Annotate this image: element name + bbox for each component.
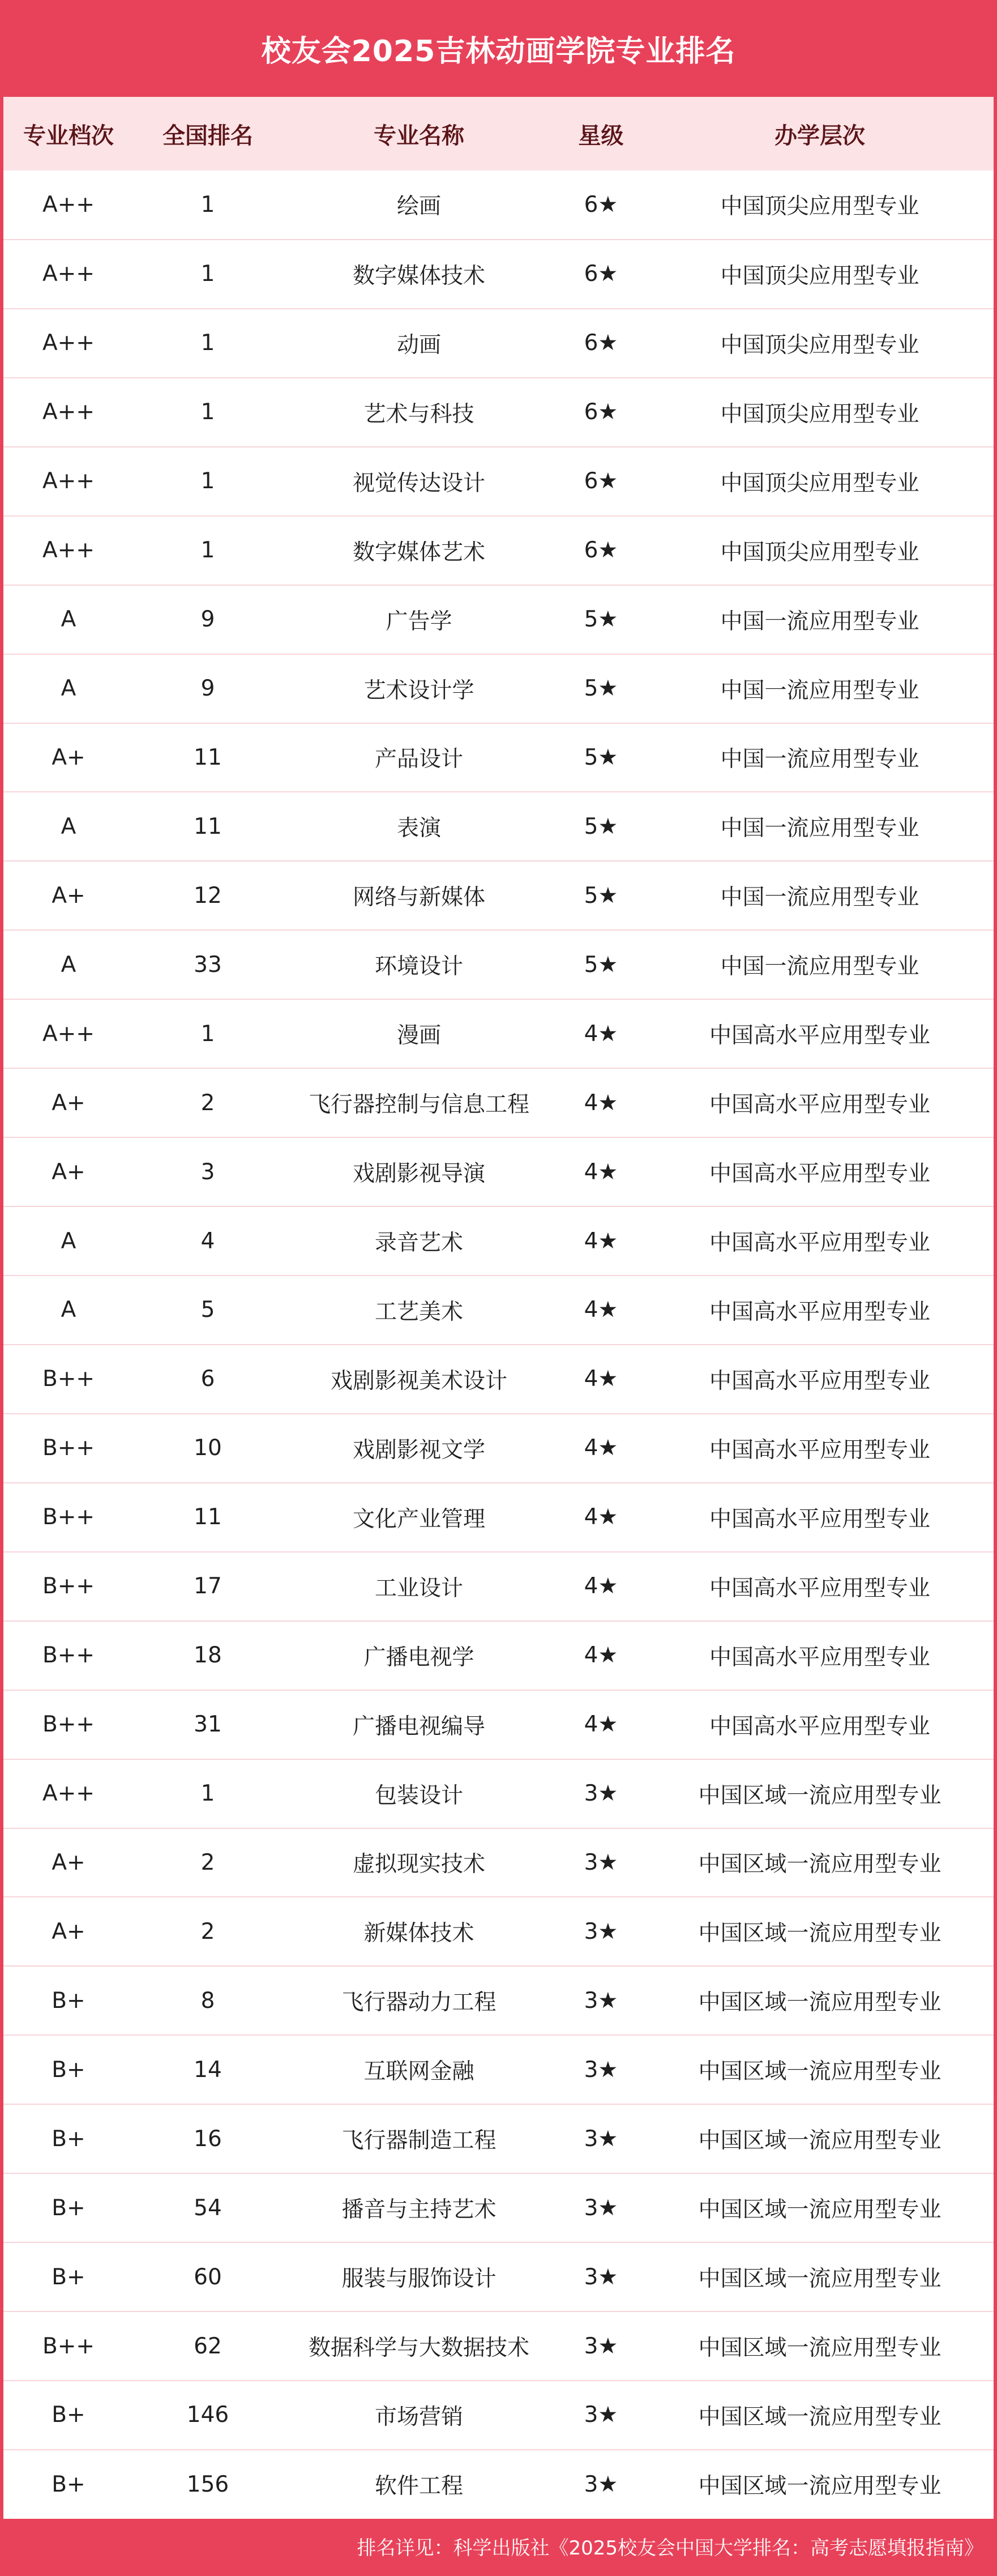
title-bar: [0, 0, 997, 97]
cell-national-rank: 18: [194, 1643, 222, 1669]
cell-major-name: 软件工程: [374, 2473, 463, 2500]
cell-level: A: [61, 1297, 76, 1323]
cell-school-level: 中国区域一流应用型专业: [698, 2335, 942, 2361]
cell-national-rank: 3: [200, 1159, 215, 1185]
cell-national-rank: 1: [200, 399, 215, 425]
cell-school-level: 中国高水平应用型专业: [709, 1092, 930, 1118]
cell-star-rating: 6★: [584, 261, 618, 287]
cell-school-level: 中国高水平应用型专业: [709, 1161, 930, 1187]
cell-star-rating: 3★: [584, 1781, 618, 1807]
cell-major-name: 广播电视编导: [352, 1713, 485, 1739]
cell-level: B+: [52, 2195, 85, 2221]
cell-national-rank: 11: [194, 1504, 222, 1530]
cell-star-rating: 5★: [584, 676, 618, 702]
column-header-national-rank: 全国排名: [162, 122, 253, 149]
cell-major-name: 工业设计: [374, 1575, 463, 1601]
cell-star-rating: 4★: [584, 1021, 618, 1047]
cell-major-name: 绘画: [396, 194, 441, 220]
table-row: [3, 240, 994, 309]
cell-star-rating: 4★: [584, 1159, 618, 1185]
cell-level: B+: [52, 2057, 85, 2083]
cell-level: A++: [42, 1781, 95, 1807]
table-row: [3, 861, 994, 930]
cell-major-name: 新媒体技术: [363, 1921, 474, 1947]
cell-major-name: 戏剧影视文学: [352, 1437, 485, 1463]
table-body: [3, 170, 994, 2519]
cell-major-name: 表演: [396, 816, 441, 842]
cell-level: B++: [42, 1366, 95, 1392]
cell-national-rank: 146: [186, 2402, 229, 2428]
cell-level: B++: [42, 1435, 95, 1461]
cell-star-rating: 3★: [584, 2264, 618, 2290]
cell-star-rating: 4★: [584, 1090, 618, 1116]
table-row: [3, 516, 994, 585]
table-row: [3, 1621, 994, 1690]
table-row: [3, 930, 994, 999]
cell-level: A+: [52, 1090, 85, 1116]
table-row: [3, 2173, 994, 2242]
cell-major-name: 录音艺术: [374, 1230, 463, 1256]
cell-major-name: 市场营销: [374, 2404, 463, 2430]
cell-level: A+: [52, 1918, 85, 1944]
cell-major-name: 视觉传达设计: [352, 470, 485, 496]
cell-school-level: 中国区域一流应用型专业: [698, 1852, 942, 1878]
cell-school-level: 中国一流应用型专业: [720, 677, 919, 703]
cell-major-name: 虚拟现实技术: [352, 1852, 485, 1878]
cell-school-level: 中国区域一流应用型专业: [698, 2266, 942, 2292]
cell-major-name: 播音与主持艺术: [341, 2197, 497, 2223]
cell-national-rank: 1: [200, 330, 215, 356]
cell-level: A++: [42, 399, 95, 425]
table-row: [3, 447, 994, 516]
cell-national-rank: 2: [200, 1090, 215, 1116]
cell-school-level: 中国高水平应用型专业: [709, 1713, 930, 1739]
table-row: [3, 1897, 994, 1966]
cell-star-rating: 6★: [584, 538, 618, 564]
table-row: [3, 1414, 994, 1483]
cell-major-name: 飞行器制造工程: [341, 2128, 497, 2154]
cell-national-rank: 2: [200, 1849, 215, 1875]
table-row: [3, 1068, 994, 1137]
cell-level: A: [61, 813, 76, 839]
cell-level: A++: [42, 261, 95, 287]
table-row: [3, 1552, 994, 1621]
table-row: [3, 585, 994, 654]
cell-star-rating: 5★: [584, 882, 618, 909]
cell-level: A: [61, 607, 76, 633]
cell-major-name: 广播电视学: [363, 1644, 474, 1670]
cell-star-rating: 4★: [584, 1573, 618, 1600]
cell-star-rating: 5★: [584, 952, 618, 978]
header-row: [3, 97, 994, 170]
table-row: [3, 792, 994, 861]
cell-star-rating: 3★: [584, 2057, 618, 2083]
cell-school-level: 中国区域一流应用型专业: [698, 2128, 942, 2154]
table-row: [3, 378, 994, 447]
cell-level: A++: [42, 538, 95, 564]
column-header-major-name: 专业名称: [374, 122, 464, 149]
cell-school-level: 中国高水平应用型专业: [709, 1644, 930, 1670]
cell-level: B+: [52, 2471, 85, 2497]
cell-national-rank: 62: [194, 2333, 222, 2359]
cell-star-rating: 3★: [584, 2471, 618, 2497]
cell-star-rating: 3★: [584, 2126, 618, 2152]
cell-level: B++: [42, 2333, 95, 2359]
table-row: [3, 309, 994, 378]
cell-national-rank: 11: [194, 813, 222, 839]
cell-star-rating: 3★: [584, 2333, 618, 2359]
cell-school-level: 中国区域一流应用型专业: [698, 2473, 942, 2500]
cell-major-name: 戏剧影视美术设计: [330, 1368, 507, 1394]
cell-star-rating: 4★: [584, 1643, 618, 1669]
cell-level: B++: [42, 1643, 95, 1669]
cell-star-rating: 6★: [584, 191, 618, 217]
cell-national-rank: 1: [200, 538, 215, 564]
cell-national-rank: 8: [200, 1988, 215, 2014]
cell-national-rank: 6: [200, 1366, 215, 1392]
cell-major-name: 产品设计: [374, 747, 463, 773]
cell-school-level: 中国区域一流应用型专业: [698, 1921, 942, 1947]
cell-level: A+: [52, 1849, 85, 1875]
cell-major-name: 动画: [396, 332, 441, 358]
ranking-table: [3, 97, 994, 2519]
cell-national-rank: 1: [200, 191, 215, 217]
cell-school-level: 中国区域一流应用型专业: [698, 2059, 942, 2085]
cell-level: A: [61, 1228, 76, 1254]
cell-national-rank: 14: [194, 2057, 222, 2083]
cell-major-name: 艺术与科技: [363, 401, 474, 427]
cell-school-level: 中国高水平应用型专业: [709, 1437, 930, 1463]
cell-star-rating: 4★: [584, 1366, 618, 1392]
cell-major-name: 数字媒体技术: [352, 263, 485, 289]
cell-school-level: 中国一流应用型专业: [720, 816, 919, 842]
cell-major-name: 工艺美术: [374, 1299, 463, 1325]
cell-star-rating: 4★: [584, 1228, 618, 1254]
table-row: [3, 1483, 994, 1552]
cell-school-level: 中国高水平应用型专业: [709, 1575, 930, 1601]
cell-national-rank: 10: [194, 1435, 222, 1461]
cell-star-rating: 4★: [584, 1297, 618, 1323]
cell-school-level: 中国一流应用型专业: [720, 747, 919, 773]
cell-major-name: 互联网金融: [363, 2059, 474, 2085]
cell-major-name: 包装设计: [374, 1782, 463, 1809]
table-row: [3, 2381, 994, 2450]
table-row: [3, 999, 994, 1068]
cell-school-level: 中国高水平应用型专业: [709, 1506, 930, 1532]
cell-school-level: 中国区域一流应用型专业: [698, 2404, 942, 2430]
cell-level: A+: [52, 882, 85, 909]
table-row: [3, 1690, 994, 1759]
cell-star-rating: 5★: [584, 813, 618, 839]
page-title: 校友会2025吉林动画学院专业排名: [261, 35, 736, 69]
cell-star-rating: 4★: [584, 1435, 618, 1461]
cell-national-rank: 4: [200, 1228, 215, 1254]
cell-national-rank: 31: [194, 1712, 222, 1738]
cell-level: A+: [52, 1159, 85, 1185]
cell-major-name: 艺术设计学: [363, 677, 474, 703]
cell-star-rating: 4★: [584, 1504, 618, 1530]
cell-school-level: 中国高水平应用型专业: [709, 1230, 930, 1256]
cell-major-name: 网络与新媒体: [352, 885, 485, 911]
table-row: [3, 723, 994, 792]
cell-star-rating: 3★: [584, 2195, 618, 2221]
cell-major-name: 服装与服饰设计: [341, 2266, 497, 2292]
cell-school-level: 中国一流应用型专业: [720, 954, 919, 980]
table-row: [3, 1828, 994, 1897]
cell-school-level: 中国区域一流应用型专业: [698, 1782, 942, 1809]
cell-national-rank: 33: [194, 952, 222, 978]
cell-level: B++: [42, 1712, 95, 1738]
cell-major-name: 飞行器动力工程: [341, 1990, 497, 2016]
table-header: [3, 97, 994, 170]
cell-level: B+: [52, 2264, 85, 2290]
table-row: [3, 1345, 994, 1414]
cell-major-name: 文化产业管理: [352, 1506, 485, 1532]
table-row: [3, 654, 994, 723]
cell-major-name: 数据科学与大数据技术: [308, 2335, 529, 2361]
cell-school-level: 中国一流应用型专业: [720, 885, 919, 911]
cell-school-level: 中国顶尖应用型专业: [720, 539, 919, 565]
table-row: [3, 1276, 994, 1345]
cell-level: A: [61, 676, 76, 702]
cell-school-level: 中国区域一流应用型专业: [698, 1990, 942, 2016]
cell-national-rank: 2: [200, 1918, 215, 1944]
table-row: [3, 2035, 994, 2104]
column-header-level: 专业档次: [23, 122, 114, 149]
cell-school-level: 中国区域一流应用型专业: [698, 2197, 942, 2223]
cell-national-rank: 1: [200, 1781, 215, 1807]
table-row: [3, 2311, 994, 2381]
cell-school-level: 中国高水平应用型专业: [709, 1299, 930, 1325]
cell-level: A++: [42, 191, 95, 217]
cell-level: B+: [52, 1988, 85, 2014]
cell-national-rank: 1: [200, 1021, 215, 1047]
cell-school-level: 中国顶尖应用型专业: [720, 263, 919, 289]
cell-major-name: 漫画: [396, 1023, 441, 1049]
cell-national-rank: 1: [200, 261, 215, 287]
cell-national-rank: 11: [194, 744, 222, 770]
cell-national-rank: 60: [194, 2264, 222, 2290]
cell-national-rank: 156: [186, 2471, 229, 2497]
ranking-table-container: [3, 97, 994, 2519]
cell-star-rating: 5★: [584, 607, 618, 633]
cell-school-level: 中国顶尖应用型专业: [720, 470, 919, 496]
cell-major-name: 戏剧影视导演: [352, 1161, 485, 1187]
table-row: [3, 170, 994, 240]
cell-level: B++: [42, 1573, 95, 1600]
table-row: [3, 2104, 994, 2173]
cell-star-rating: 5★: [584, 744, 618, 770]
cell-major-name: 数字媒体艺术: [352, 539, 485, 565]
cell-star-rating: 6★: [584, 468, 618, 494]
column-header-school-level: 办学层次: [775, 122, 865, 149]
table-row: [3, 1966, 994, 2035]
cell-school-level: 中国顶尖应用型专业: [720, 332, 919, 358]
cell-school-level: 中国高水平应用型专业: [709, 1023, 930, 1049]
cell-national-rank: 9: [200, 607, 215, 633]
footer: [0, 2517, 997, 2576]
cell-national-rank: 9: [200, 676, 215, 702]
cell-major-name: 环境设计: [374, 954, 463, 980]
cell-star-rating: 4★: [584, 1712, 618, 1738]
cell-national-rank: 16: [194, 2126, 222, 2152]
cell-national-rank: 17: [194, 1573, 222, 1600]
cell-school-level: 中国顶尖应用型专业: [720, 401, 919, 427]
cell-level: A++: [42, 330, 95, 356]
table-row: [3, 2242, 994, 2311]
source-note: 排名详见：科学出版社《2025校友会中国大学排名：高考志愿填报指南》: [357, 2537, 983, 2560]
cell-level: A: [61, 952, 76, 978]
table-row: [3, 1759, 994, 1828]
cell-school-level: 中国顶尖应用型专业: [720, 194, 919, 220]
cell-level: A+: [52, 744, 85, 770]
cell-star-rating: 3★: [584, 1988, 618, 2014]
cell-star-rating: 3★: [584, 2402, 618, 2428]
cell-major-name: 广告学: [386, 608, 452, 634]
cell-level: B++: [42, 1504, 95, 1530]
table-row: [3, 1206, 994, 1276]
table-row: [3, 1137, 994, 1206]
cell-national-rank: 54: [194, 2195, 222, 2221]
cell-major-name: 飞行器控制与信息工程: [308, 1092, 529, 1118]
cell-star-rating: 6★: [584, 399, 618, 425]
cell-level: B+: [52, 2402, 85, 2428]
cell-level: B+: [52, 2126, 85, 2152]
cell-school-level: 中国一流应用型专业: [720, 608, 919, 634]
cell-level: A++: [42, 468, 95, 494]
column-header-star-rating: 星级: [578, 122, 624, 149]
cell-star-rating: 3★: [584, 1849, 618, 1875]
cell-school-level: 中国高水平应用型专业: [709, 1368, 930, 1394]
cell-star-rating: 6★: [584, 330, 618, 356]
cell-national-rank: 12: [194, 882, 222, 909]
cell-level: A++: [42, 1021, 95, 1047]
table-row: [3, 2450, 994, 2519]
cell-national-rank: 5: [200, 1297, 215, 1323]
cell-national-rank: 1: [200, 468, 215, 494]
cell-star-rating: 3★: [584, 1918, 618, 1944]
